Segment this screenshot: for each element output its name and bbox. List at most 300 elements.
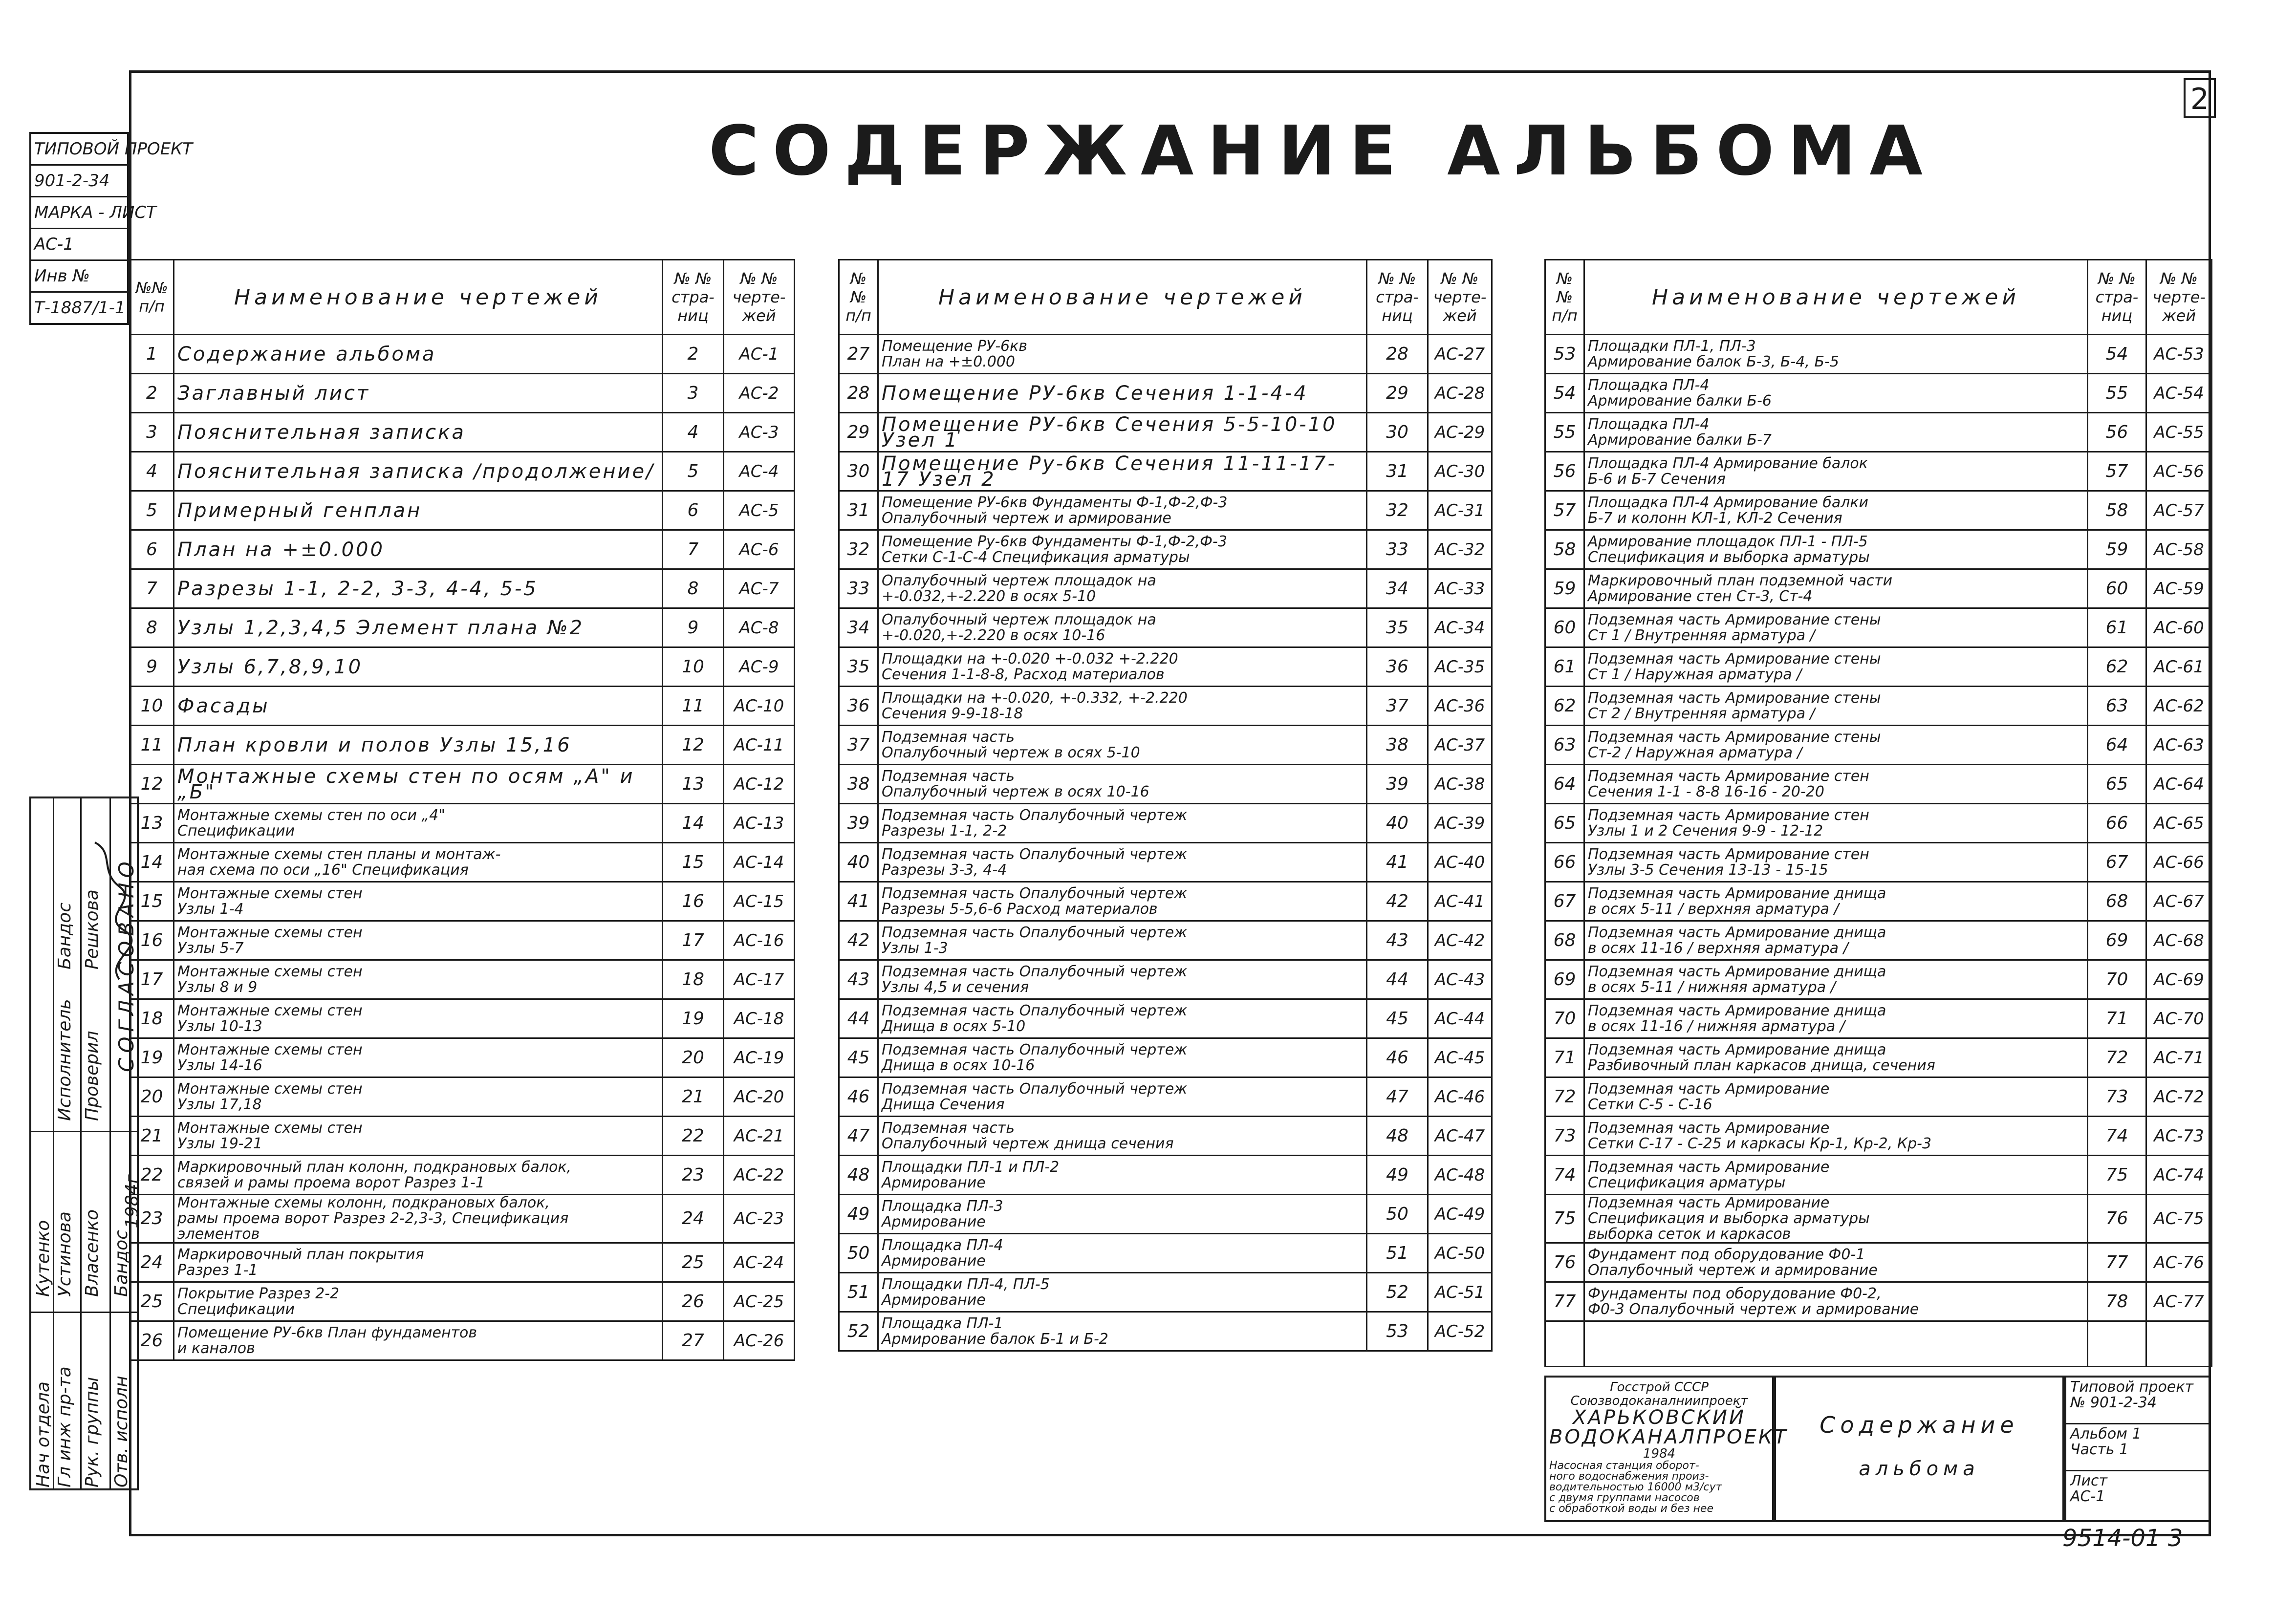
row-page: 26 bbox=[663, 1282, 724, 1321]
row-name: Монтажные схемы стен Узлы 1-4 bbox=[174, 882, 663, 921]
row-drawing: АС-52 bbox=[1428, 1312, 1492, 1351]
row-name: Подземная часть Армирование стен Узлы 1 и 2 Сечения 9-9 - 12-12 bbox=[1584, 804, 2088, 843]
table-row bbox=[130, 1156, 795, 1195]
row-name: Подземная часть Опалубочный чертеж в осях 5-10 bbox=[878, 726, 1367, 765]
row-name: Подземная часть Армирование Спецификация и выборка арматуры выборка сеток и каркасов bbox=[1584, 1195, 2088, 1243]
stamp-name: Власенко bbox=[82, 1209, 102, 1297]
row-number: 14 bbox=[130, 843, 174, 882]
row-name: Подземная часть Армирование стены Ст 2 / Внутренняя арматура / bbox=[1584, 687, 2088, 726]
row-drawing: АС-13 bbox=[724, 804, 795, 843]
stamp-name: Устинова bbox=[55, 1211, 75, 1297]
row-drawing: АС-6 bbox=[724, 530, 795, 569]
stamp-divider bbox=[80, 798, 82, 1488]
row-number: 65 bbox=[1545, 804, 1584, 843]
row-page: 9 bbox=[663, 608, 724, 647]
row-number: 15 bbox=[130, 882, 174, 921]
row-number: 39 bbox=[839, 804, 878, 843]
row-drawing: АС-46 bbox=[1428, 1077, 1492, 1117]
table-row bbox=[130, 687, 795, 726]
row-name: Помещение Ру-6кв Сечения 11-11-17-17 Узел 2 bbox=[878, 452, 1367, 491]
row-page: 53 bbox=[1367, 1312, 1428, 1351]
table-row bbox=[1545, 765, 2212, 804]
table-row bbox=[839, 1117, 1492, 1156]
row-drawing: АС-77 bbox=[2146, 1282, 2212, 1321]
row-number: 21 bbox=[130, 1117, 174, 1156]
row-drawing: АС-20 bbox=[724, 1077, 795, 1117]
stamp-role: Нач отдела bbox=[33, 1381, 53, 1487]
row-name: Подземная часть Армирование стены Ст-2 / Наружная арматура / bbox=[1584, 726, 2088, 765]
row-number: 40 bbox=[839, 843, 878, 882]
row-number: 50 bbox=[839, 1234, 878, 1273]
row-drawing: АС-53 bbox=[2146, 335, 2212, 374]
row-page: 28 bbox=[1367, 335, 1428, 374]
table-row bbox=[839, 921, 1492, 960]
project-label: Типовой проект bbox=[2070, 1378, 2193, 1396]
stamp-mark-value: АС-1 bbox=[31, 229, 127, 261]
table-row bbox=[1545, 1038, 2212, 1077]
row-drawing: АС-65 bbox=[2146, 804, 2212, 843]
table-row bbox=[839, 1156, 1492, 1195]
row-page: 2 bbox=[663, 335, 724, 374]
row-page: 73 bbox=[2088, 1077, 2146, 1117]
row-name: Площадки на +-0.020 +-0.032 +-2.220 Сечения 1-1-8-8, Расход материалов bbox=[878, 647, 1367, 687]
table-row bbox=[1545, 921, 2212, 960]
row-number: 16 bbox=[130, 921, 174, 960]
row-name: Подземная часть Армирование стены Ст 1 / Внутренняя арматура / bbox=[1584, 608, 2088, 647]
row-number: 43 bbox=[839, 960, 878, 999]
row-number: 46 bbox=[839, 1077, 878, 1117]
row-number: 52 bbox=[839, 1312, 878, 1351]
row-drawing: АС-49 bbox=[1428, 1195, 1492, 1234]
row-name: Площадка ПЛ-4 Армирование балок Б-6 и Б-7 Сечения bbox=[1584, 452, 2088, 491]
row-number: 60 bbox=[1545, 608, 1584, 647]
table-row-empty bbox=[1545, 1321, 2212, 1367]
table-row bbox=[839, 999, 1492, 1038]
row-number: 29 bbox=[839, 413, 878, 452]
header-drawing: № № черте-жей bbox=[724, 260, 795, 335]
row-drawing: АС-59 bbox=[2146, 569, 2212, 608]
sheet-title-line: альбома bbox=[1859, 1458, 1980, 1480]
project-number: № 901-2-34 bbox=[2070, 1394, 2157, 1411]
row-number: 70 bbox=[1545, 999, 1584, 1038]
table-row bbox=[1545, 452, 2212, 491]
row-page: 65 bbox=[2088, 765, 2146, 804]
row-drawing: АС-34 bbox=[1428, 608, 1492, 647]
table-row bbox=[839, 1077, 1492, 1117]
row-page: 22 bbox=[663, 1117, 724, 1156]
stamp-name: Бандос bbox=[111, 1229, 131, 1297]
row-page: 60 bbox=[2088, 569, 2146, 608]
row-page: 47 bbox=[1367, 1077, 1428, 1117]
empty-cell bbox=[1545, 1321, 1584, 1367]
row-page: 56 bbox=[2088, 413, 2146, 452]
row-page: 38 bbox=[1367, 726, 1428, 765]
row-page: 14 bbox=[663, 804, 724, 843]
row-name: Разрезы 1-1, 2-2, 3-3, 4-4, 5-5 bbox=[174, 569, 663, 608]
row-number: 10 bbox=[130, 687, 174, 726]
header-page: № № стра-ниц bbox=[1367, 260, 1428, 335]
contents-table-1 bbox=[129, 259, 795, 1361]
row-page: 39 bbox=[1367, 765, 1428, 804]
row-drawing: АС-69 bbox=[2146, 960, 2212, 999]
row-number: 2 bbox=[130, 374, 174, 413]
row-name: Площадка ПЛ-4 Армирование балки Б-7 и колонн КЛ-1, КЛ-2 Сечения bbox=[1584, 491, 2088, 530]
row-number: 75 bbox=[1545, 1195, 1584, 1243]
table-row bbox=[130, 921, 795, 960]
table-row bbox=[1545, 1243, 2212, 1282]
row-number: 49 bbox=[839, 1195, 878, 1234]
row-drawing: АС-47 bbox=[1428, 1117, 1492, 1156]
row-page: 18 bbox=[663, 960, 724, 999]
part-label: Часть 1 bbox=[2070, 1441, 2129, 1458]
row-page: 64 bbox=[2088, 726, 2146, 765]
org-line: Союзводоканалниипроект bbox=[1570, 1394, 1748, 1408]
table-row bbox=[1545, 647, 2212, 687]
row-name: Подземная часть Армирование днища в осях 11-16 / верхняя арматура / bbox=[1584, 921, 2088, 960]
stamp-date: 1984г bbox=[122, 1174, 142, 1228]
row-drawing: АС-29 bbox=[1428, 413, 1492, 452]
row-page: 63 bbox=[2088, 687, 2146, 726]
row-drawing: АС-10 bbox=[724, 687, 795, 726]
row-number: 4 bbox=[130, 452, 174, 491]
table-row bbox=[130, 491, 795, 530]
table-row bbox=[130, 765, 795, 804]
table-row bbox=[839, 608, 1492, 647]
empty-cell bbox=[2146, 1321, 2212, 1367]
row-number: 66 bbox=[1545, 843, 1584, 882]
row-name: Подземная часть Опалубочный чертеж Разрезы 3-3, 4-4 bbox=[878, 843, 1367, 882]
row-number: 18 bbox=[130, 999, 174, 1038]
table-body bbox=[839, 335, 1492, 1351]
row-page: 11 bbox=[663, 687, 724, 726]
row-drawing: АС-74 bbox=[2146, 1156, 2212, 1195]
row-page: 35 bbox=[1367, 608, 1428, 647]
stamp-project-no: 901-2-34 bbox=[31, 166, 127, 197]
header-name: Наименование чертежей bbox=[174, 260, 663, 335]
row-drawing: АС-7 bbox=[724, 569, 795, 608]
row-drawing: АС-4 bbox=[724, 452, 795, 491]
header-page: № № стра-ниц bbox=[2088, 260, 2146, 335]
row-name: Примерный генплан bbox=[174, 491, 663, 530]
row-number: 63 bbox=[1545, 726, 1584, 765]
row-drawing: АС-2 bbox=[724, 374, 795, 413]
row-page: 68 bbox=[2088, 882, 2146, 921]
row-number: 59 bbox=[1545, 569, 1584, 608]
row-name: Монтажные схемы стен по осям „А" и „Б" bbox=[174, 765, 663, 804]
row-drawing: АС-45 bbox=[1428, 1038, 1492, 1077]
row-page: 21 bbox=[663, 1077, 724, 1117]
row-name: Подземная часть Армирование днища в осях 5-11 / верхняя арматура / bbox=[1584, 882, 2088, 921]
row-drawing: АС-19 bbox=[724, 1038, 795, 1077]
row-drawing: АС-3 bbox=[724, 413, 795, 452]
row-drawing: АС-62 bbox=[2146, 687, 2212, 726]
table-row bbox=[839, 413, 1492, 452]
row-page: 70 bbox=[2088, 960, 2146, 999]
row-page: 30 bbox=[1367, 413, 1428, 452]
row-name: Покрытие Разрез 2-2 Спецификации bbox=[174, 1282, 663, 1321]
row-drawing: АС-42 bbox=[1428, 921, 1492, 960]
row-drawing: АС-70 bbox=[2146, 999, 2212, 1038]
row-number: 30 bbox=[839, 452, 878, 491]
row-name: Подземная часть Опалубочный чертеж Узлы 1-3 bbox=[878, 921, 1367, 960]
row-number: 24 bbox=[130, 1243, 174, 1282]
table-row bbox=[839, 687, 1492, 726]
table-row bbox=[130, 999, 795, 1038]
row-name: Подземная часть Армирование днища в осях 5-11 / нижняя арматура / bbox=[1584, 960, 2088, 999]
row-name: Монтажные схемы стен планы и монтаж- ная схема по оси „16" Спецификация bbox=[174, 843, 663, 882]
row-name: Пояснительная записка bbox=[174, 413, 663, 452]
row-name: Фундамент под оборудование Ф0-1 Опалубочный чертеж и армирование bbox=[1584, 1243, 2088, 1282]
row-page: 69 bbox=[2088, 921, 2146, 960]
row-drawing: АС-38 bbox=[1428, 765, 1492, 804]
row-drawing: АС-40 bbox=[1428, 843, 1492, 882]
row-number: 45 bbox=[839, 1038, 878, 1077]
row-drawing: АС-56 bbox=[2146, 452, 2212, 491]
table-row bbox=[839, 960, 1492, 999]
row-name: Помещение РУ-6кв Сечения 5-5-10-10 Узел 1 bbox=[878, 413, 1367, 452]
row-number: 73 bbox=[1545, 1117, 1584, 1156]
table-row bbox=[1545, 1156, 2212, 1195]
row-page: 19 bbox=[663, 999, 724, 1038]
table-row bbox=[130, 1117, 795, 1156]
row-name: Подземная часть Армирование днища Разбивочный план каркасов днища, сечения bbox=[1584, 1038, 2088, 1077]
table-row bbox=[1545, 374, 2212, 413]
row-drawing: АС-48 bbox=[1428, 1156, 1492, 1195]
row-name: Армирование площадок ПЛ-1 - ПЛ-5 Спецификация и выборка арматуры bbox=[1584, 530, 2088, 569]
table-row bbox=[130, 960, 795, 999]
row-page: 6 bbox=[663, 491, 724, 530]
row-name: Подземная часть Армирование днища в осях 11-16 / нижняя арматура / bbox=[1584, 999, 2088, 1038]
row-page: 33 bbox=[1367, 530, 1428, 569]
stamp-agreed: СОГЛАСОВАНО bbox=[114, 857, 138, 1072]
row-number: 74 bbox=[1545, 1156, 1584, 1195]
row-name: Помещение РУ-6кв План фундаментов и каналов bbox=[174, 1321, 663, 1360]
row-page: 44 bbox=[1367, 960, 1428, 999]
row-name: Монтажные схемы стен Узлы 10-13 bbox=[174, 999, 663, 1038]
row-drawing: АС-75 bbox=[2146, 1195, 2212, 1243]
stamp-role: Проверил bbox=[82, 1031, 102, 1121]
row-name: Площадки ПЛ-1 и ПЛ-2 Армирование bbox=[878, 1156, 1367, 1195]
row-name: Подземная часть Опалубочный чертеж Днища Сечения bbox=[878, 1077, 1367, 1117]
row-name: Площадка ПЛ-4 Армирование bbox=[878, 1234, 1367, 1273]
row-name: Монтажные схемы стен Узлы 19-21 bbox=[174, 1117, 663, 1156]
row-page: 34 bbox=[1367, 569, 1428, 608]
row-page: 50 bbox=[1367, 1195, 1428, 1234]
contents-table-3 bbox=[1544, 259, 2212, 1367]
row-name: Пояснительная записка /продолжение/ bbox=[174, 452, 663, 491]
row-number: 72 bbox=[1545, 1077, 1584, 1117]
row-page: 51 bbox=[1367, 1234, 1428, 1273]
org-name: ВОДОКАНАЛПРОЕКТ bbox=[1549, 1426, 1788, 1448]
row-page: 16 bbox=[663, 882, 724, 921]
row-name: Монтажные схемы стен Узлы 17,18 bbox=[174, 1077, 663, 1117]
row-number: 38 bbox=[839, 765, 878, 804]
row-page: 20 bbox=[663, 1038, 724, 1077]
table-row bbox=[1545, 843, 2212, 882]
row-page: 49 bbox=[1367, 1156, 1428, 1195]
row-drawing: АС-60 bbox=[2146, 608, 2212, 647]
table-row bbox=[1545, 1282, 2212, 1321]
row-name: Площадка ПЛ-4 Армирование балки Б-6 bbox=[1584, 374, 2088, 413]
row-name: Площадки ПЛ-4, ПЛ-5 Армирование bbox=[878, 1273, 1367, 1312]
title-block-sheet-title bbox=[1774, 1376, 2064, 1522]
row-number: 34 bbox=[839, 608, 878, 647]
row-page: 3 bbox=[663, 374, 724, 413]
row-name: Подземная часть Армирование стены Ст 1 / Наружная арматура / bbox=[1584, 647, 2088, 687]
row-drawing: АС-55 bbox=[2146, 413, 2212, 452]
row-number: 33 bbox=[839, 569, 878, 608]
table-row bbox=[130, 374, 795, 413]
row-drawing: АС-50 bbox=[1428, 1234, 1492, 1273]
project-cell bbox=[2066, 1378, 2209, 1424]
table-row bbox=[839, 374, 1492, 413]
table-row bbox=[130, 1077, 795, 1117]
row-page: 23 bbox=[663, 1156, 724, 1195]
row-drawing: АС-25 bbox=[724, 1282, 795, 1321]
org-name: ХАРЬКОВСКИЙ bbox=[1573, 1406, 1746, 1429]
row-name: Подземная часть Армирование стен Узлы 3-5 Сечения 13-13 - 15-15 bbox=[1584, 843, 2088, 882]
table-row bbox=[130, 1038, 795, 1077]
table-row bbox=[1545, 999, 2212, 1038]
row-name: Подземная часть Опалубочный чертеж днища сечения bbox=[878, 1117, 1367, 1156]
table-row bbox=[1545, 687, 2212, 726]
row-page: 48 bbox=[1367, 1117, 1428, 1156]
table-row bbox=[839, 726, 1492, 765]
row-number: 58 bbox=[1545, 530, 1584, 569]
stamp-divider bbox=[31, 1312, 137, 1313]
row-page: 31 bbox=[1367, 452, 1428, 491]
row-page: 37 bbox=[1367, 687, 1428, 726]
row-number: 48 bbox=[839, 1156, 878, 1195]
row-number: 47 bbox=[839, 1117, 878, 1156]
row-number: 7 bbox=[130, 569, 174, 608]
row-page: 17 bbox=[663, 921, 724, 960]
table-row bbox=[130, 1195, 795, 1243]
row-number: 19 bbox=[130, 1038, 174, 1077]
row-name: Подземная часть Опалубочный чертеж Разрезы 1-1, 2-2 bbox=[878, 804, 1367, 843]
row-number: 51 bbox=[839, 1273, 878, 1312]
row-drawing: АС-67 bbox=[2146, 882, 2212, 921]
row-drawing: АС-23 bbox=[724, 1195, 795, 1243]
row-drawing: АС-63 bbox=[2146, 726, 2212, 765]
row-number: 6 bbox=[130, 530, 174, 569]
table-row bbox=[839, 1273, 1492, 1312]
row-name: Фасады bbox=[174, 687, 663, 726]
org-year: 1984 bbox=[1643, 1446, 1676, 1461]
row-number: 42 bbox=[839, 921, 878, 960]
album-label: Альбом 1 bbox=[2070, 1425, 2142, 1443]
row-name: Подземная часть Опалубочный чертеж Днища в осях 10-16 bbox=[878, 1038, 1367, 1077]
row-drawing: АС-66 bbox=[2146, 843, 2212, 882]
row-drawing: АС-31 bbox=[1428, 491, 1492, 530]
row-drawing: АС-24 bbox=[724, 1243, 795, 1282]
header-page: № № стра-ниц bbox=[663, 260, 724, 335]
row-page: 61 bbox=[2088, 608, 2146, 647]
row-drawing: АС-71 bbox=[2146, 1038, 2212, 1077]
row-number: 27 bbox=[839, 335, 878, 374]
header-name: Наименование чертежей bbox=[1584, 260, 2088, 335]
header-no: №№ п/п bbox=[1545, 260, 1584, 335]
row-name: Подземная часть Опалубочный чертеж Разрезы 5-5,6-6 Расход материалов bbox=[878, 882, 1367, 921]
row-page: 40 bbox=[1367, 804, 1428, 843]
row-name: Подземная часть Опалубочный чертеж в осях 10-16 bbox=[878, 765, 1367, 804]
table-row bbox=[839, 1234, 1492, 1273]
row-name: Площадка ПЛ-3 Армирование bbox=[878, 1195, 1367, 1234]
empty-cell bbox=[1584, 1321, 2088, 1367]
row-drawing: АС-8 bbox=[724, 608, 795, 647]
row-drawing: АС-54 bbox=[2146, 374, 2212, 413]
stamp-project-label: ТИПОВОЙ ПРОЕКТ bbox=[31, 134, 127, 166]
row-drawing: АС-64 bbox=[2146, 765, 2212, 804]
table-row bbox=[1545, 1077, 2212, 1117]
row-drawing: АС-33 bbox=[1428, 569, 1492, 608]
table-row bbox=[1545, 335, 2212, 374]
row-number: 54 bbox=[1545, 374, 1584, 413]
table-row bbox=[839, 530, 1492, 569]
table-row bbox=[839, 1312, 1492, 1351]
row-page: 25 bbox=[663, 1243, 724, 1282]
row-number: 44 bbox=[839, 999, 878, 1038]
table-row bbox=[130, 1321, 795, 1360]
stamp-mark-label: МАРКА - ЛИСТ bbox=[31, 197, 127, 229]
row-number: 55 bbox=[1545, 413, 1584, 452]
sheet-cell bbox=[2066, 1471, 2209, 1518]
row-drawing: АС-15 bbox=[724, 882, 795, 921]
row-number: 69 bbox=[1545, 960, 1584, 999]
page-title: СОДЕРЖАНИЕ АЛЬБОМА bbox=[709, 111, 1936, 191]
album-cell bbox=[2066, 1424, 2209, 1471]
table-row bbox=[839, 765, 1492, 804]
table-row bbox=[130, 413, 795, 452]
row-drawing: АС-32 bbox=[1428, 530, 1492, 569]
header-drawing: № № черте-жей bbox=[2146, 260, 2212, 335]
row-number: 32 bbox=[839, 530, 878, 569]
row-page: 74 bbox=[2088, 1117, 2146, 1156]
row-name: Монтажные схемы стен Узлы 5-7 bbox=[174, 921, 663, 960]
row-page: 12 bbox=[663, 726, 724, 765]
title-block-organization bbox=[1544, 1376, 1788, 1522]
row-page: 76 bbox=[2088, 1195, 2146, 1243]
stamp-role: Исполнитель bbox=[55, 999, 75, 1121]
table-row bbox=[1545, 569, 2212, 608]
empty-cell bbox=[2088, 1321, 2146, 1367]
row-name: Маркировочный план покрытия Разрез 1-1 bbox=[174, 1243, 663, 1282]
row-drawing: АС-68 bbox=[2146, 921, 2212, 960]
row-number: 17 bbox=[130, 960, 174, 999]
row-number: 25 bbox=[130, 1282, 174, 1321]
table-row bbox=[130, 1282, 795, 1321]
table-row bbox=[1545, 413, 2212, 452]
table-row bbox=[839, 1038, 1492, 1077]
row-page: 62 bbox=[2088, 647, 2146, 687]
row-drawing: АС-61 bbox=[2146, 647, 2212, 687]
stamp-role: Гл инж пр-та bbox=[55, 1366, 75, 1487]
row-name: Узлы 1,2,3,4,5 Элемент плана №2 bbox=[174, 608, 663, 647]
row-name: Подземная часть Армирование Сетки С-5 - С-16 bbox=[1584, 1077, 2088, 1117]
row-number: 11 bbox=[130, 726, 174, 765]
row-number: 57 bbox=[1545, 491, 1584, 530]
row-name: Подземная часть Армирование Сетки С-17 - С-25 и каркасы Кр-1, Кр-2, Кр-3 bbox=[1584, 1117, 2088, 1156]
row-drawing: АС-22 bbox=[724, 1156, 795, 1195]
table-row bbox=[839, 491, 1492, 530]
sheet-number: АС-1 bbox=[2070, 1488, 2105, 1505]
table-row bbox=[130, 530, 795, 569]
row-number: 64 bbox=[1545, 765, 1584, 804]
row-page: 27 bbox=[663, 1321, 724, 1360]
table-row bbox=[130, 726, 795, 765]
title-block-project bbox=[2064, 1376, 2211, 1522]
row-number: 62 bbox=[1545, 687, 1584, 726]
